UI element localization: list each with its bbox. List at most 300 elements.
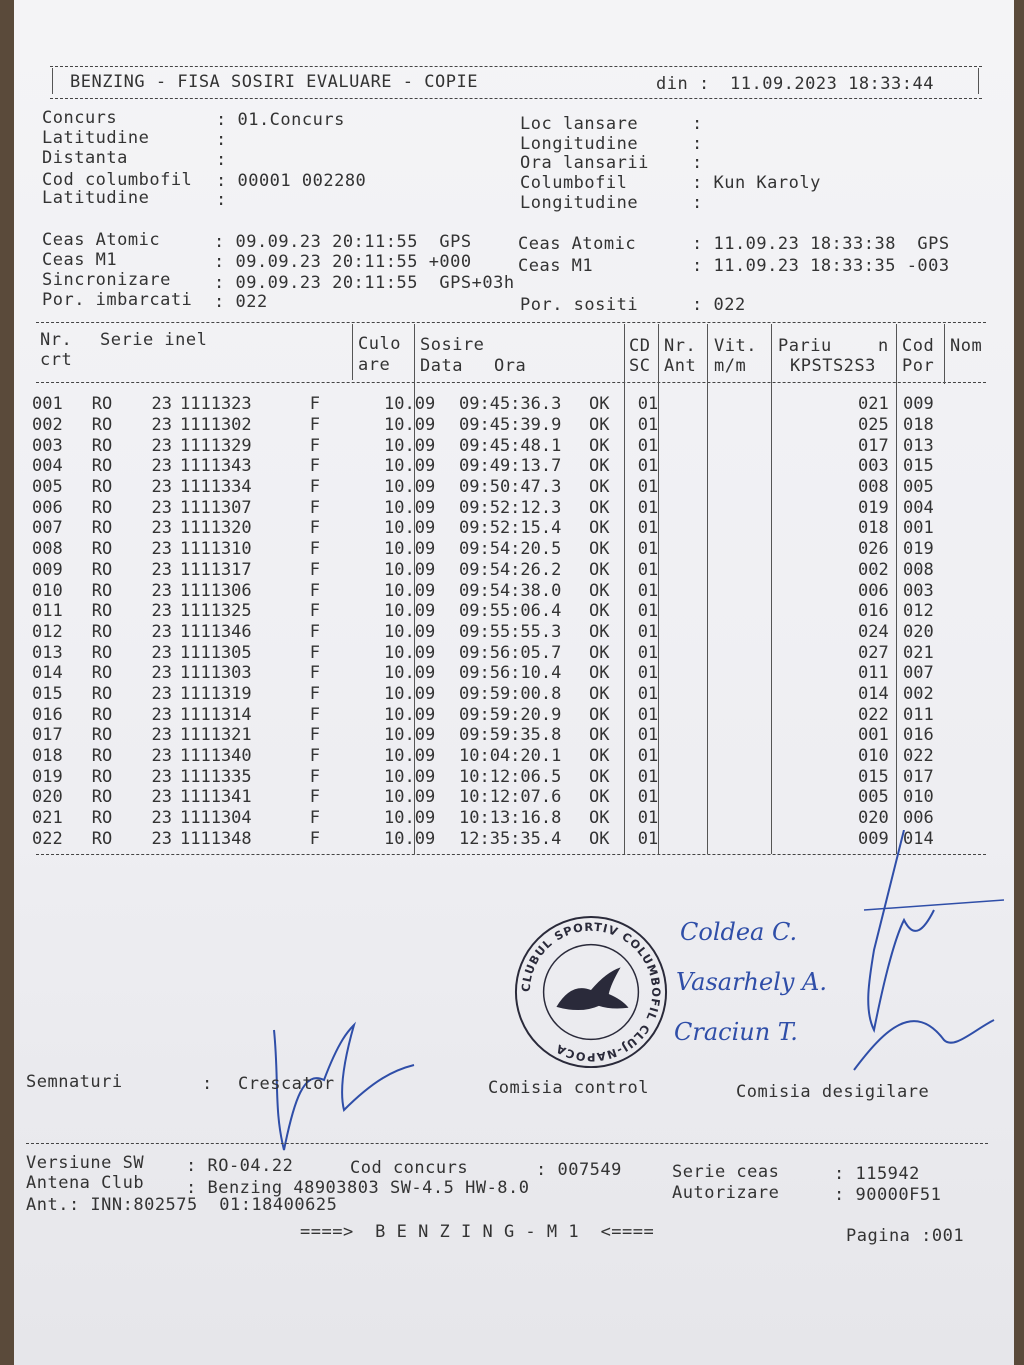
cell-tara: RO <box>91 580 113 601</box>
cell-an: 23 <box>151 808 172 829</box>
cell-inel: 1111306 <box>180 580 252 601</box>
cell-sex: F <box>309 477 320 498</box>
cell-ant: 01 <box>637 601 659 622</box>
page-number: Pagina :001 <box>846 1226 965 1246</box>
cell-cul <box>320 580 380 601</box>
cell-nom: 011 <box>903 704 934 725</box>
cell-vit <box>673 663 733 684</box>
cell-cd: OK <box>589 497 610 518</box>
cell-inel: 1111335 <box>180 766 252 787</box>
cell-data: 10.09 <box>384 394 436 415</box>
cell-vit <box>673 497 733 518</box>
table-row <box>32 704 948 725</box>
cell-ora: 09:59:35.8 <box>459 725 562 746</box>
cell-nr: 017 <box>32 725 63 746</box>
header-por: Por <box>902 356 935 376</box>
cell-cul <box>320 684 380 705</box>
cell-cul <box>320 539 380 560</box>
cell-inel: 1111321 <box>180 725 252 746</box>
info-label: Distanta <box>42 148 128 168</box>
cell-cd: OK <box>589 518 610 539</box>
cell-tara: RO <box>91 766 113 787</box>
info-value: : <box>692 153 703 173</box>
document-title: BENZING - FISA SOSIRI EVALUARE - COPIE <box>70 72 478 92</box>
cell-par <box>733 766 858 787</box>
cell-tara: RO <box>91 828 113 849</box>
cell-nom: 007 <box>903 663 934 684</box>
cell-sex: F <box>309 415 320 436</box>
cell-cul <box>320 642 380 663</box>
cell-cod: 015 <box>858 766 889 787</box>
cell-cd: OK <box>589 415 610 436</box>
cell-tara: RO <box>91 704 113 725</box>
cell-data: 10.09 <box>384 704 436 725</box>
header-vit: Vit. <box>714 336 757 356</box>
cell-ora: 12:35:35.4 <box>459 828 562 849</box>
cell-ant: 01 <box>637 477 659 498</box>
cell-cul <box>320 518 380 539</box>
table-row <box>32 725 948 746</box>
cell-vit <box>673 766 733 787</box>
cell-data: 10.09 <box>384 663 436 684</box>
info-label: Longitudine <box>520 193 639 213</box>
cell-data: 10.09 <box>384 518 436 539</box>
info-label: Latitudine <box>42 128 150 148</box>
cell-cod: 008 <box>858 477 889 498</box>
cell-vit <box>673 580 733 601</box>
cell-an: 23 <box>151 559 172 580</box>
cell-nr: 019 <box>32 766 63 787</box>
cell-cul <box>320 456 380 477</box>
header-cod: Cod <box>902 336 935 356</box>
info-value: : 01.Concurs <box>216 110 345 130</box>
info-label: Concurs <box>42 108 118 128</box>
cell-cul <box>320 415 380 436</box>
cell-nom: 022 <box>903 746 934 767</box>
table-row <box>32 642 948 663</box>
table-row <box>32 477 948 498</box>
cell-data: 10.09 <box>384 559 436 580</box>
cell-ant: 01 <box>637 766 659 787</box>
cell-cd: OK <box>589 683 610 704</box>
cell-ant: 01 <box>637 580 659 601</box>
cell-par <box>733 394 858 415</box>
cell-cod: 006 <box>858 580 889 601</box>
cell-data: 10.09 <box>384 456 436 477</box>
table-row <box>32 601 948 622</box>
table-row <box>32 622 948 643</box>
cell-sex: F <box>309 497 320 518</box>
cell-cul <box>320 663 380 684</box>
cell-cod: 003 <box>858 456 889 477</box>
signatures-colon: : <box>202 1074 213 1094</box>
cell-cd: OK <box>589 539 610 560</box>
cell-nr: 001 <box>32 394 63 415</box>
cell-ora: 09:52:12.3 <box>459 497 562 518</box>
cell-ant: 01 <box>637 394 659 415</box>
cell-par <box>733 642 858 663</box>
cell-ora: 09:50:47.3 <box>459 477 562 498</box>
document-page <box>14 0 1014 1365</box>
cell-nr: 010 <box>32 580 63 601</box>
cell-vit <box>673 746 733 767</box>
table-row <box>32 787 948 808</box>
cell-ora: 09:52:15.4 <box>459 518 562 539</box>
table-row <box>32 394 948 415</box>
table-row <box>32 518 948 539</box>
cell-vit <box>673 394 733 415</box>
table-row <box>32 580 948 601</box>
cell-cd: OK <box>589 559 610 580</box>
cell-cd: OK <box>589 746 610 767</box>
serie-ceas-label: Serie ceas <box>672 1162 780 1182</box>
cell-vit <box>673 539 733 560</box>
cell-tara: RO <box>91 725 113 746</box>
cell-tara: RO <box>91 456 113 477</box>
cell-an: 23 <box>151 766 172 787</box>
antena-label: Antena Club <box>26 1173 145 1193</box>
cell-nom: 002 <box>903 683 934 704</box>
cell-vit <box>673 601 733 622</box>
cell-sex: F <box>309 663 320 684</box>
cell-data: 10.09 <box>384 539 436 560</box>
benzing-banner: ====> B E N Z I N G - M 1 <==== <box>300 1222 655 1242</box>
cell-cul <box>320 828 380 849</box>
cell-inel: 1111305 <box>180 642 252 663</box>
cell-nom: 016 <box>903 725 934 746</box>
cell-cul <box>320 704 380 725</box>
table-row <box>32 415 948 436</box>
cell-cd: OK <box>589 828 610 849</box>
cell-ora: 09:45:48.1 <box>459 435 562 456</box>
cell-ant: 01 <box>637 787 659 808</box>
cell-cod: 010 <box>858 746 889 767</box>
cell-nr: 020 <box>32 787 63 808</box>
cell-cul <box>320 394 380 415</box>
clock-label: Ceas M1 <box>42 250 118 270</box>
cell-cod: 019 <box>858 497 889 518</box>
info-label: Latitudine <box>42 188 150 208</box>
header-left-bar <box>52 68 53 94</box>
cell-cd: OK <box>589 725 610 746</box>
info-value: : <box>692 134 703 154</box>
signature-scribble <box>844 830 1004 1080</box>
cell-par <box>733 601 858 622</box>
cell-an: 23 <box>151 456 172 477</box>
cell-nr: 002 <box>32 415 63 436</box>
cell-sex: F <box>309 808 320 829</box>
header-data: Data <box>420 356 463 376</box>
cell-an: 23 <box>151 746 172 767</box>
cell-par <box>733 828 858 849</box>
autorizare-label: Autorizare <box>672 1183 780 1203</box>
dove-icon <box>556 967 628 1010</box>
cell-cul <box>320 725 380 746</box>
cell-nom: 021 <box>903 642 934 663</box>
cell-an: 23 <box>151 539 172 560</box>
cell-nr: 003 <box>32 435 63 456</box>
cell-sex: F <box>309 394 320 415</box>
table-row <box>32 828 948 849</box>
table-row <box>32 435 948 456</box>
header-sc: SC <box>629 356 651 376</box>
cell-ora: 09:55:55.3 <box>459 621 562 642</box>
header-ant: Ant <box>664 356 697 376</box>
header-kpsts: KPSTS2S3 <box>790 356 876 376</box>
cell-par <box>733 497 858 518</box>
cell-ant: 01 <box>637 663 659 684</box>
date-label: din : <box>656 74 710 94</box>
cell-cd: OK <box>589 663 610 684</box>
cell-nom: 014 <box>903 828 934 849</box>
cell-inel: 1111325 <box>180 601 252 622</box>
cell-inel: 1111320 <box>180 518 252 539</box>
clock-label: Por. imbarcati <box>42 290 193 310</box>
info-value: : Kun Karoly <box>692 173 821 193</box>
cell-sex: F <box>309 683 320 704</box>
cell-sex: F <box>309 435 320 456</box>
cell-tara: RO <box>91 683 113 704</box>
cell-ora: 10:12:07.6 <box>459 787 562 808</box>
clock-value: : 09.09.23 20:11:55 GPS <box>214 232 472 252</box>
cell-nom: 001 <box>903 518 934 539</box>
cell-nr: 012 <box>32 621 63 642</box>
cell-an: 23 <box>151 642 172 663</box>
top-border <box>50 66 982 67</box>
cell-par <box>733 704 858 725</box>
cell-an: 23 <box>151 683 172 704</box>
cell-ora: 09:59:20.9 <box>459 704 562 725</box>
header-serie: Serie inel <box>100 330 208 350</box>
info-value: : <box>216 150 227 170</box>
cell-sex: F <box>309 642 320 663</box>
clock-label: Sincronizare <box>42 270 171 290</box>
cell-sex: F <box>309 766 320 787</box>
cell-cd: OK <box>589 477 610 498</box>
table-row <box>32 663 948 684</box>
handwritten-name: Craciun T. <box>674 1018 798 1046</box>
table-header-border <box>36 382 986 383</box>
cell-sex: F <box>309 518 320 539</box>
cell-inel: 1111302 <box>180 415 252 436</box>
cell-nr: 015 <box>32 683 63 704</box>
cell-nr: 014 <box>32 663 63 684</box>
cell-data: 10.09 <box>384 435 436 456</box>
cell-sex: F <box>309 704 320 725</box>
cell-tara: RO <box>91 746 113 767</box>
header-crt: crt <box>40 350 73 370</box>
table-row <box>32 766 948 787</box>
cell-par <box>733 725 858 746</box>
cell-ora: 09:59:00.8 <box>459 683 562 704</box>
cell-cul <box>320 766 380 787</box>
cell-ora: 09:54:38.0 <box>459 580 562 601</box>
cell-nr: 008 <box>32 539 63 560</box>
antena-value: : Benzing 48903803 SW-4.5 HW-8.0 <box>186 1178 530 1198</box>
cell-cd: OK <box>589 435 610 456</box>
cell-inel: 1111314 <box>180 704 252 725</box>
cell-ora: 09:45:36.3 <box>459 394 562 415</box>
cell-data: 10.09 <box>384 746 436 767</box>
cell-sex: F <box>309 456 320 477</box>
cell-cod: 016 <box>858 601 889 622</box>
cell-cod: 002 <box>858 559 889 580</box>
cell-ant: 01 <box>637 415 659 436</box>
cell-inel: 1111334 <box>180 477 252 498</box>
cell-an: 23 <box>151 787 172 808</box>
cell-sex: F <box>309 746 320 767</box>
cell-nr: 022 <box>32 828 63 849</box>
ant-line: Ant.: INN:802575 01:18400625 <box>26 1195 338 1215</box>
cell-nom: 009 <box>903 394 934 415</box>
cell-an: 23 <box>151 497 172 518</box>
cell-vit <box>673 622 733 643</box>
cell-sex: F <box>309 787 320 808</box>
info-value: : <box>216 130 227 150</box>
cell-an: 23 <box>151 725 172 746</box>
table-row <box>32 684 948 705</box>
cell-nr: 013 <box>32 642 63 663</box>
cell-tara: RO <box>91 663 113 684</box>
cell-ant: 01 <box>637 746 659 767</box>
clock-value: : 09.09.23 20:11:55 +000 <box>214 252 472 272</box>
cell-par <box>733 622 858 643</box>
cell-inel: 1111340 <box>180 746 252 767</box>
crescator-label: Crescator <box>238 1074 335 1094</box>
table-row <box>32 456 948 477</box>
cell-ant: 01 <box>637 539 659 560</box>
info-value: : <box>692 114 703 134</box>
clock-label: Ceas Atomic <box>518 234 637 254</box>
cell-ant: 01 <box>637 642 659 663</box>
cell-ant: 01 <box>637 725 659 746</box>
clock-value: : 11.09.23 18:33:38 GPS <box>692 234 950 254</box>
cell-ora: 09:55:06.4 <box>459 601 562 622</box>
cell-cd: OK <box>589 787 610 808</box>
info-label: Loc lansare <box>520 114 639 134</box>
cell-inel: 1111323 <box>180 394 252 415</box>
cell-tara: RO <box>91 642 113 663</box>
cod-concurs-label: Cod concurs <box>350 1158 469 1178</box>
cell-cd: OK <box>589 394 610 415</box>
cell-an: 23 <box>151 663 172 684</box>
cell-vit <box>673 518 733 539</box>
col-divider <box>944 324 945 384</box>
cell-tara: RO <box>91 808 113 829</box>
cell-nom: 003 <box>903 580 934 601</box>
cell-inel: 1111348 <box>180 828 252 849</box>
cell-ora: 09:54:26.2 <box>459 559 562 580</box>
cell-ant: 01 <box>637 621 659 642</box>
cell-cod: 014 <box>858 683 889 704</box>
cell-data: 10.09 <box>384 477 436 498</box>
cell-an: 23 <box>151 580 172 601</box>
cell-data: 10.09 <box>384 497 436 518</box>
cell-par <box>733 684 858 705</box>
cell-nr: 016 <box>32 704 63 725</box>
header-ora: Ora <box>494 356 527 376</box>
cell-inel: 1111343 <box>180 456 252 477</box>
cell-vit <box>673 435 733 456</box>
cell-cul <box>320 477 380 498</box>
cell-cul <box>320 622 380 643</box>
cell-sex: F <box>309 580 320 601</box>
cell-sex: F <box>309 559 320 580</box>
cell-inel: 1111317 <box>180 559 252 580</box>
cell-ora: 10:13:16.8 <box>459 808 562 829</box>
cell-tara: RO <box>91 621 113 642</box>
cell-par <box>733 415 858 436</box>
cell-tara: RO <box>91 601 113 622</box>
cell-sex: F <box>309 725 320 746</box>
cell-cod: 024 <box>858 621 889 642</box>
cell-an: 23 <box>151 394 172 415</box>
cell-cod: 005 <box>858 787 889 808</box>
cell-nom: 010 <box>903 787 934 808</box>
cell-an: 23 <box>151 704 172 725</box>
cell-par <box>733 539 858 560</box>
cell-cd: OK <box>589 601 610 622</box>
cell-tara: RO <box>91 559 113 580</box>
cell-ant: 01 <box>637 559 659 580</box>
table-top-border <box>36 322 986 323</box>
cell-data: 10.09 <box>384 415 436 436</box>
cell-par <box>733 477 858 498</box>
cell-cod: 026 <box>858 539 889 560</box>
clock-value: : 09.09.23 20:11:55 GPS+03h <box>214 273 515 293</box>
cell-par <box>733 518 858 539</box>
cell-data: 10.09 <box>384 808 436 829</box>
header-are: are <box>358 355 391 375</box>
cell-cd: OK <box>589 456 610 477</box>
cell-tara: RO <box>91 477 113 498</box>
cell-vit <box>673 787 733 808</box>
cell-cd: OK <box>589 642 610 663</box>
cell-ant: 01 <box>637 518 659 539</box>
cell-ant: 01 <box>637 704 659 725</box>
cell-nom: 005 <box>903 477 934 498</box>
cell-an: 23 <box>151 601 172 622</box>
cell-data: 10.09 <box>384 683 436 704</box>
cell-ora: 09:45:39.9 <box>459 415 562 436</box>
cell-tara: RO <box>91 394 113 415</box>
cell-ora: 10:12:06.5 <box>459 766 562 787</box>
info-value: : <box>692 193 703 213</box>
cell-ant: 01 <box>637 683 659 704</box>
cell-tara: RO <box>91 518 113 539</box>
versiune-label: Versiune SW <box>26 1153 145 1173</box>
cell-cod: 021 <box>858 394 889 415</box>
cell-vit <box>673 477 733 498</box>
cell-inel: 1111329 <box>180 435 252 456</box>
cell-cul <box>320 746 380 767</box>
cell-cul <box>320 808 380 829</box>
table-row <box>32 497 948 518</box>
versiune-value: : RO-04.22 <box>186 1156 294 1176</box>
cell-cul <box>320 435 380 456</box>
cell-vit <box>673 704 733 725</box>
cell-cod: 022 <box>858 704 889 725</box>
cell-nom: 012 <box>903 601 934 622</box>
cell-data: 10.09 <box>384 787 436 808</box>
cell-sex: F <box>309 621 320 642</box>
cell-vit <box>673 642 733 663</box>
cell-nom: 013 <box>903 435 934 456</box>
cod-concurs-value: : 007549 <box>536 1160 622 1180</box>
cell-sex: F <box>309 828 320 849</box>
cell-ant: 01 <box>637 828 659 849</box>
header-right-bar <box>978 68 979 94</box>
